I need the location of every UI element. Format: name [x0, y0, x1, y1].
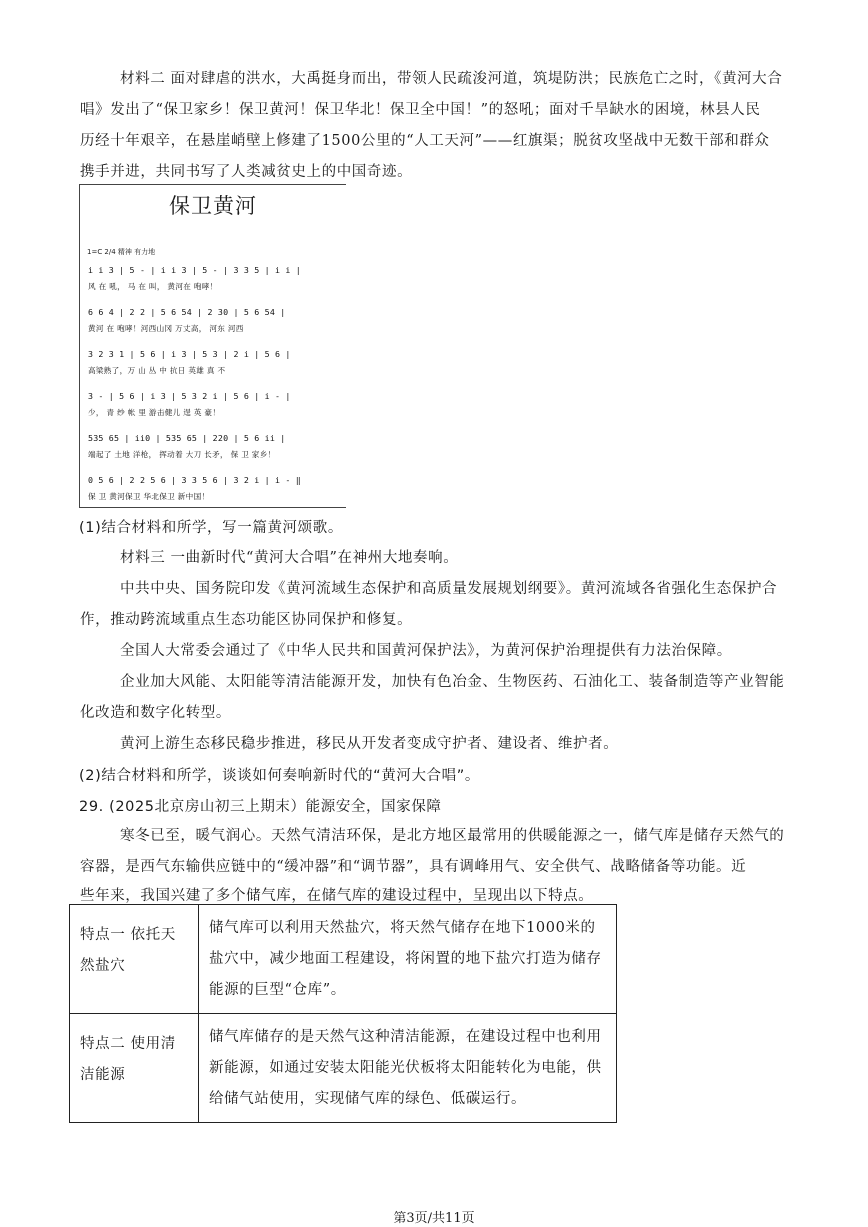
material3-line: 作，推动跨流域重点生态功能区协同保护和修复。 [80, 612, 413, 628]
question-2: (2)结合材料和所学，谈谈如何奏响新时代的“黄河大合唱”。 [79, 768, 480, 784]
intro-line: 容器，是西气东输供应链中的“缓冲器”和“调节器”，具有调峰用气、安全供气、战略储备等功能。近 [80, 859, 747, 875]
feature-description: 储气库储存的是天然气这种清洁能源，在建设过程中也利用新能源，如通过安装太阳能光伏板将太阳能转化为电能，供给储气站使用，实现储气库的绿色、低碳运行。 [199, 1014, 617, 1123]
intro-line: 些年来，我国兴建了多个储气库，在储气库的建设过程中，呈现出以下特点。 [80, 888, 594, 904]
material3-line: 企业加大风能、太阳能等清洁能源开发，加快有色冶金、生物医药、石油化工、装备制造等产业智能 [120, 674, 785, 690]
score-notes: 535 65 | ii0 | 535 65 | 220 | 5 6 ii | [88, 433, 286, 443]
intro-line: 寒冬已至，暖气润心。天然气清洁环保，是北方地区最常用的供暖能源之一，储气库是储存天然气的 [120, 828, 785, 844]
material3-line: 化改造和数字化转型。 [80, 705, 231, 721]
material2-line: 携手并进，共同书写了人类减贫史上的中国奇迹。 [80, 164, 413, 180]
material3-line: 全国人大常委会通过了《中华人民共和国黄河保护法》，为黄河保护治理提供有力法治保障。 [120, 643, 732, 659]
score-notes: 3 2 3 1 | 5 6 | i 3 | 5 3 | 2 i | 5 6 | [88, 349, 291, 359]
material3-line: 材料三 一曲新时代“黄河大合唱”在神州大地奏响。 [120, 550, 459, 566]
score-notes: i i 3 | 5 - | i i 3 | 5 - | 3 3 5 | i i | [88, 265, 302, 275]
material3-line: 黄河上游生态移民稳步推进，移民从开发者变成守护者、建设者、维护者。 [120, 736, 619, 752]
feature-label: 特点一 依托天然盐穴 [70, 905, 199, 1014]
score-lyrics: 保 卫 黄河保卫 华北保卫 新中国！ [88, 492, 210, 501]
score-key: 1=C 2/4 精神 有力地 [87, 248, 156, 256]
material2-line: 历经十年艰辛，在悬崖峭壁上修建了1500公里的“人工天河”——红旗渠；脱贫攻坚战中无数干部和群众 [80, 133, 770, 149]
feature-label: 特点二 使用清洁能源 [70, 1014, 199, 1123]
material2-line: 唱》发出了“保卫家乡！保卫黄河！保卫华北！保卫全中国！”的怒吼；面对千旱缺水的困境，林县人民 [80, 102, 761, 118]
score-lyrics: 少， 青 纱 帐 里 游击健儿 逞 英 豪！ [88, 408, 221, 417]
score-title: 保卫黄河 [169, 194, 257, 218]
material2-line: 材料二 面对肆虐的洪水，大禹挺身而出，带领人民疏浚河道，筑堤防洪；民族危亡之时，《黄河大合 [120, 71, 783, 87]
question-29-title: 29. (2025北京房山初三上期末）能源安全，国家保障 [79, 799, 442, 815]
page-footer: 第3页/共11页 [393, 1211, 475, 1226]
score-lyrics: 高梁熟了，万 山 丛 中 抗日 英雄 真 不 [88, 366, 226, 375]
table-row [70, 1014, 617, 1123]
score-notes: 3 - | 5 6 | i 3 | 5 3 2 i | 5 6 | i - | [88, 391, 291, 401]
score-lyrics: 风 在 吼， 马 在 叫， 黄河在 咆哮！ [88, 282, 218, 291]
score-lyrics: 端起了 土地 洋枪， 挥动着 大刀 长矛， 保 卫 家乡！ [88, 450, 276, 459]
score-notes: 0 5 6 | 2 2 5 6 | 3 3 5 6 | 3 2 i | i - ‖ [88, 475, 302, 485]
score-notes: 6 6 4 | 2 2 | 5 6 54 | 2 30 | 5 6 54 | [88, 307, 286, 317]
question-1: (1)结合材料和所学，写一篇黄河颂歌。 [79, 520, 343, 536]
table-row [70, 905, 617, 1014]
features-table [69, 904, 617, 1123]
material3-line: 中共中央、国务院印发《黄河流域生态保护和高质量发展规划纲要》。黄河流域各省强化生态保护合 [120, 581, 778, 597]
feature-description: 储气库可以利用天然盐穴，将天然气储存在地下1000米的盐穴中，减少地面工程建设，将闲置的地下盐穴打造为储存能源的巨型“仓库”。 [199, 905, 617, 1014]
score-lyrics: 黄河 在 咆哮！河西山冈 万丈高， 河东 河西 [88, 324, 244, 333]
song-score-image [79, 184, 346, 508]
